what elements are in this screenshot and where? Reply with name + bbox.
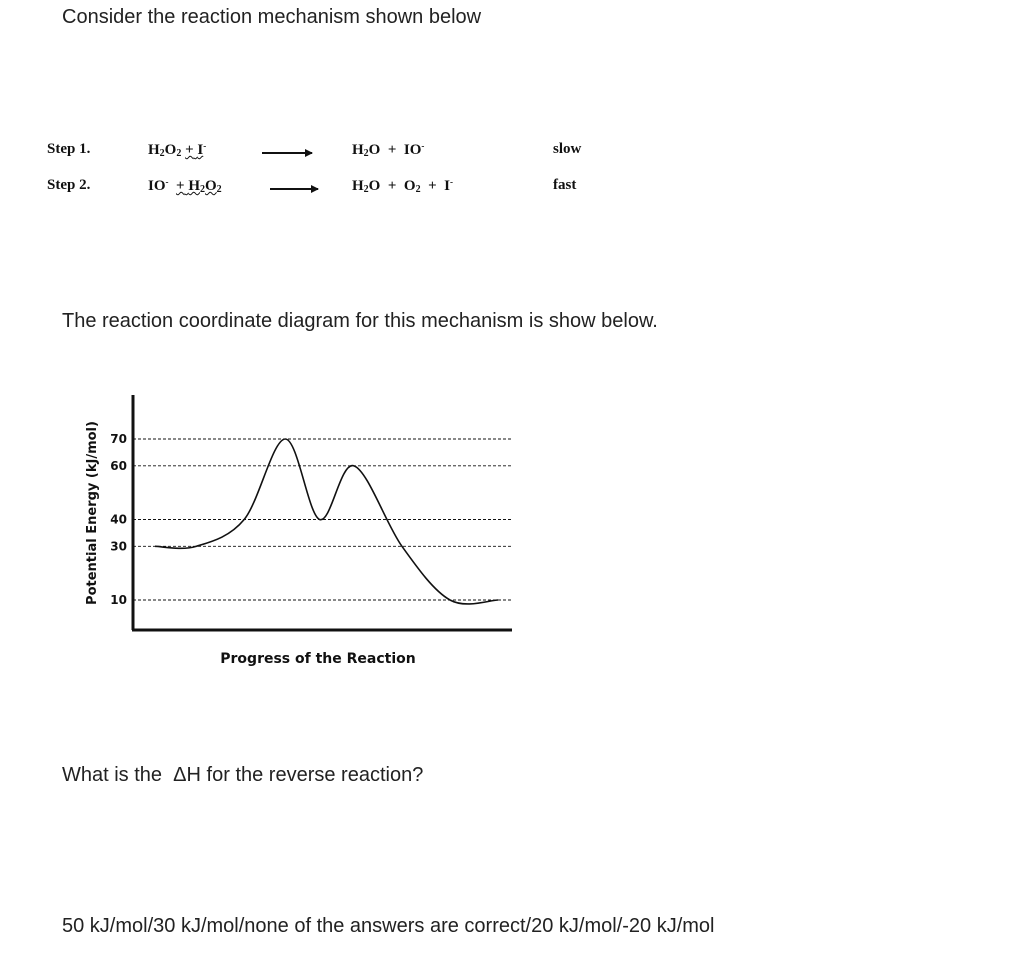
y-tick-label: 30 [110, 539, 127, 554]
reaction-arrow-icon [270, 188, 318, 190]
mechanism-table [0, 0, 1024, 230]
formula-sup: - [165, 177, 169, 187]
y-axis-label: Potential Energy (kJ/mol) [85, 421, 100, 605]
formula-sub: 2 [159, 148, 165, 159]
step-2-reactants [148, 177, 222, 195]
plus-sign: + [387, 142, 397, 158]
y-tick-label: 60 [110, 458, 127, 473]
reaction-coordinate-chart [80, 385, 540, 685]
step-1-reactants [148, 141, 206, 159]
formula-part: I [197, 142, 204, 158]
formula-part: H [352, 178, 364, 194]
answer-options: 50 kJ/mol/30 kJ/mol/none of the answers are correct/20 kJ/mol/-20 kJ/mol [62, 915, 715, 937]
step-2-rate: fast [553, 177, 577, 193]
step-1-rate: slow [553, 141, 582, 157]
formula-sup: - [421, 141, 425, 151]
delta-h-symbol: ΔH [173, 764, 201, 786]
step-2-label: Step 2. [47, 177, 91, 193]
formula-part: IO [403, 142, 422, 158]
formula-sub: 2 [363, 148, 369, 159]
formula-part: O [368, 178, 381, 194]
formula-sup: - [449, 177, 453, 187]
diagram-caption: The reaction coordinate diagram for this mechanism is show below. [62, 310, 658, 332]
plus-sign: + [387, 178, 397, 194]
formula-part: O [368, 142, 381, 158]
formula-part: H [188, 178, 200, 194]
question-suffix: for the reverse reaction? [206, 764, 424, 786]
formula-sub: 2 [363, 184, 369, 195]
formula-sub: 2 [200, 184, 205, 195]
formula-part: O [205, 178, 217, 194]
plus-sign: + [428, 178, 437, 194]
formula-part: IO [148, 178, 166, 194]
formula-part: I [444, 178, 450, 194]
question-prefix: What is the [62, 764, 163, 786]
step-1-products [352, 141, 424, 159]
formula-part: H [148, 142, 160, 158]
x-axis-label: Progress of the Reaction [220, 651, 416, 667]
y-tick-label: 70 [110, 432, 127, 446]
y-tick-label: 40 [110, 512, 127, 527]
formula-sub: 2 [176, 148, 182, 159]
formula-sub: 2 [216, 184, 222, 195]
y-axis-ticks [110, 432, 127, 607]
plus-sign: + [185, 142, 194, 158]
formula-sup: - [203, 141, 207, 151]
formula-part: H [352, 142, 364, 158]
formula-part: O [164, 142, 177, 158]
question-text [62, 764, 423, 787]
reaction-arrow-icon [262, 152, 312, 154]
step-1-label: Step 1. [47, 141, 91, 157]
y-tick-label: 10 [110, 593, 127, 607]
plus-sign: + [176, 178, 185, 194]
energy-curve [155, 439, 498, 604]
step-1-wavy-part [185, 142, 203, 158]
step-2-wavy-part [176, 178, 222, 194]
step-2-products [352, 177, 453, 195]
intro-text: Consider the reaction mechanism shown below [62, 6, 482, 28]
formula-sub: 2 [415, 184, 421, 195]
formula-part: O [403, 178, 416, 194]
